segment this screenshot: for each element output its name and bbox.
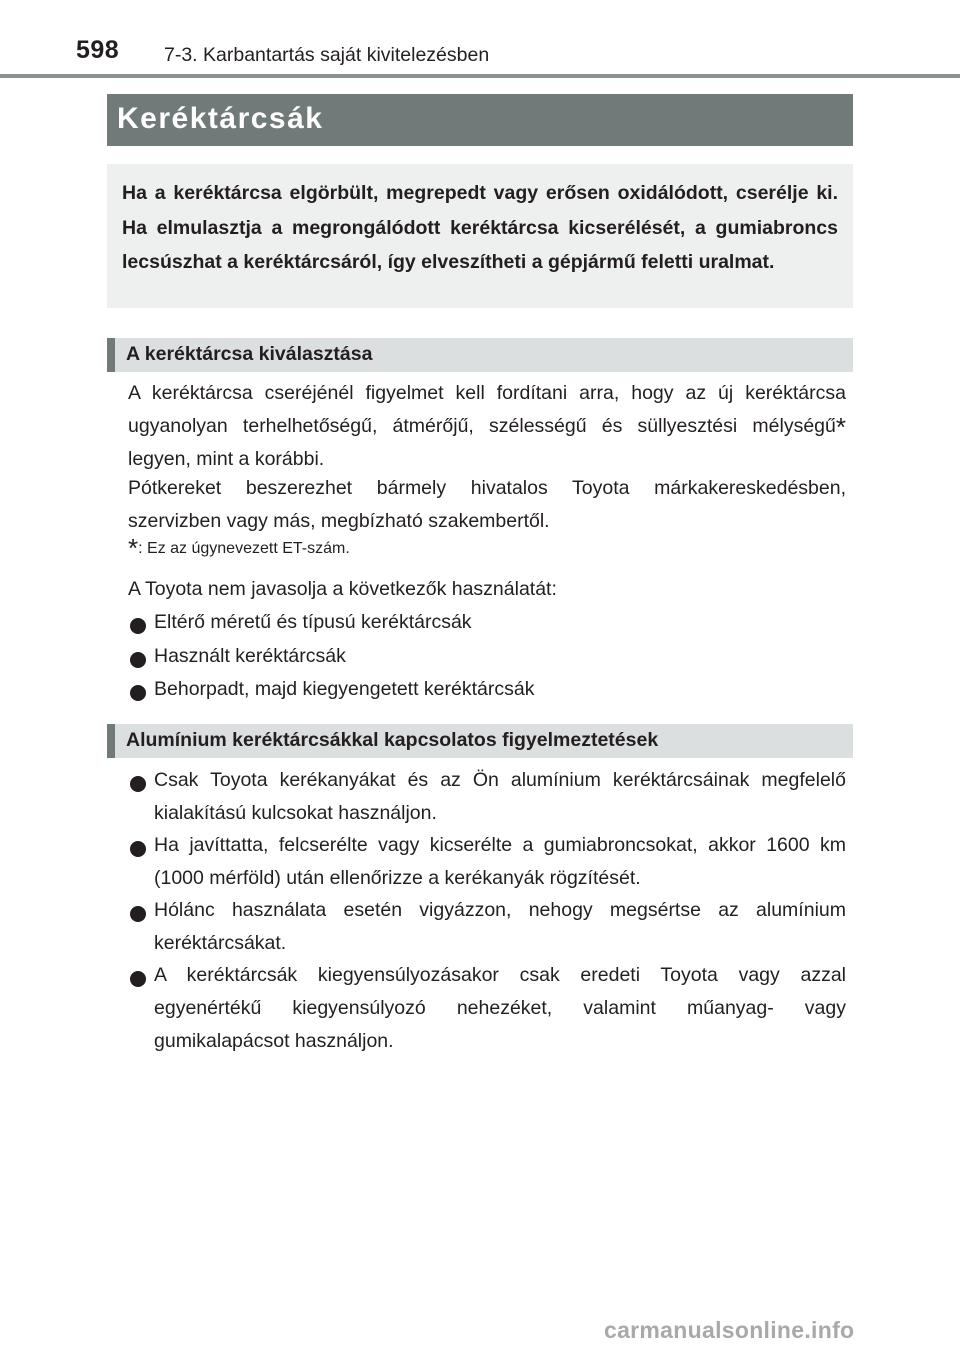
- summary-text: Ha a keréktárcsa elgörbült, megrepedt vagy erősen oxidálódott, cserélje ki. Ha elmulasztja a megrongálódott keréktárcsa kicserélését, a gumiabroncs lecsúszhat a keréktárcsáról, így elveszítheti a gépjármű feletti uralmat.: [122, 182, 838, 273]
- section-heading-label: A keréktárcsa kiválasztása: [126, 343, 373, 365]
- list-item-text: Behorpadt, majd kiegyengetett keréktárcsák: [154, 678, 535, 700]
- list-item: [128, 894, 846, 960]
- footnote: [128, 534, 846, 563]
- selection-paragraph-text: A keréktárcsa cseréjénél figyelmet kell fordítani arra, hogy az új keréktárcsa ugyanolyan terhelhetőségű, átmérőjű, szélességű és süllyesztési mélységű: [128, 382, 846, 437]
- list-item: [128, 829, 846, 895]
- bullet-icon: [130, 971, 146, 987]
- list-item: [128, 640, 846, 673]
- section-heading-alloy-warnings: [107, 724, 853, 758]
- watermark: carmanualsonline.info: [604, 1317, 855, 1343]
- not-recommended-intro: A Toyota nem javasolja a következők használatát:: [128, 578, 557, 600]
- list-item: [128, 764, 846, 830]
- footnote-star: *: [128, 533, 139, 563]
- page-title: Keréktárcsák: [117, 102, 324, 135]
- list-item-text: Eltérő méretű és típusú keréktárcsák: [154, 611, 472, 633]
- list-item-text: Használt keréktárcsák: [154, 645, 346, 667]
- bullet-icon: [130, 841, 146, 857]
- list-item: [128, 606, 846, 639]
- bullet-icon: [130, 776, 146, 792]
- footnote-text: : Ez az úgynevezett ET-szám.: [138, 540, 350, 557]
- header-divider: [0, 74, 960, 78]
- summary-box: [107, 164, 853, 308]
- section-heading-label: Alumínium keréktárcsákkal kapcsolatos figyelmeztetések: [126, 729, 659, 751]
- list-item: [128, 959, 846, 1057]
- page-number: 598: [76, 36, 120, 64]
- list-item-text: Csak Toyota kerékanyákat és az Ön alumínium keréktárcsáinak megfelelő kialakítású kulcsokat használjon.: [154, 769, 846, 824]
- list-item-text: Hólánc használata esetén vigyázzon, nehogy megsértse az alumínium keréktárcsákat.: [154, 899, 846, 954]
- selection-paragraph: [128, 377, 846, 475]
- chapter-title: 7-3. Karbantartás saját kivitelezésben: [164, 44, 490, 66]
- footnote-marker: *: [835, 411, 846, 442]
- bullet-icon: [130, 618, 146, 634]
- bullet-icon: [130, 906, 146, 922]
- list-item: [128, 673, 846, 706]
- spare-wheel-paragraph: Pótkereket beszerezhet bármely hivatalos Toyota márkakereskedésben, szervizben vagy más, megbízható szakembertől.: [128, 477, 846, 532]
- bullet-icon: [130, 652, 146, 668]
- selection-paragraph-tail: legyen, mint a korábbi.: [128, 447, 325, 470]
- bullet-icon: [130, 685, 146, 701]
- section-heading-wheel-selection: [107, 338, 853, 372]
- page-header: [0, 0, 960, 78]
- list-item-text: Ha javíttatta, felcserélte vagy kicserélte a gumiabroncsokat, akkor 1600 km (1000 mérföld) után ellenőrizze a kerékanyák rögzítését.: [154, 834, 846, 889]
- page-title-bar: [107, 94, 853, 146]
- list-item-text: A keréktárcsák kiegyensúlyozásakor csak eredeti Toyota vagy azzal egyenértékű kiegyensúlyozó nehezéket, valamint műanyag- vagy gumikalapácsot használjon.: [154, 964, 846, 1052]
